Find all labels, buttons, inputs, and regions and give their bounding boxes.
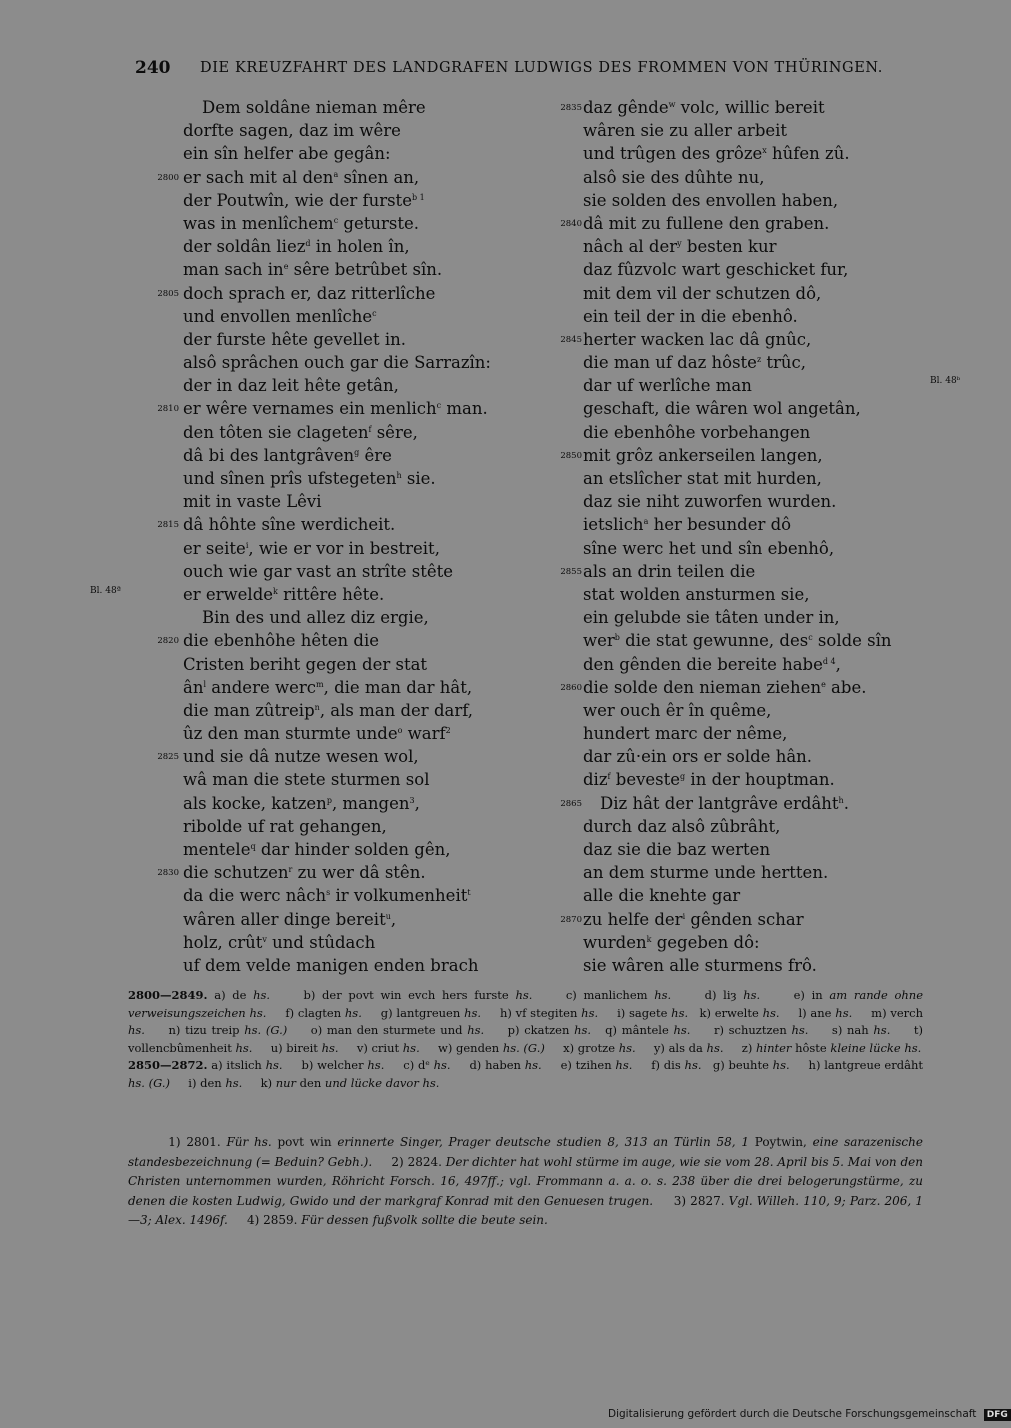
verse-text: holz, crût$^v$ und stûdach [183,932,376,952]
verse-line [145,328,535,351]
verse-text: wâren aller dinge bereit$^u$, [183,909,397,929]
verse-line [548,606,878,629]
verse-line [548,305,878,328]
folio-marker-left: Bl. 48ª [90,586,121,596]
verse-text: daz sie die baz werten [583,840,771,859]
line-number: 2850 [560,450,582,461]
verse-text: ein gelubde sie tâten under in, [583,608,840,628]
verse-text: daz fûzvolc wart geschicket fur, [583,260,849,280]
verse-text: der Poutwîn, wie der furste$^{b 1}$ [183,190,425,210]
verse-line [145,560,535,583]
verse-line [145,838,535,861]
verse-text: stat wolden ansturmen sie, [583,584,810,604]
verse-text: hundert marc der nême, [583,724,788,744]
verse-line [145,212,535,235]
verse-line [145,235,535,258]
verse-line [548,537,878,560]
verse-line [548,235,878,258]
verse-text: alsô sprâchen ouch gar die Sarrazîn: [183,353,491,373]
verse-line [548,954,878,977]
verse-text: dar uf werlîche man [583,376,752,396]
verse-line [548,838,878,861]
verse-text: ietslich$^a$ her besunder dô [583,515,792,535]
line-number: 2820 [157,636,179,647]
verse-text: der furste hête gevellet in. [183,329,406,349]
verse-text: herter wacken lac dâ gnûc, [583,329,812,349]
verse-line [548,189,878,212]
verse-text: die schutzen$^r$ zu wer dâ stên. [183,863,426,883]
footnotes-text: 1) 2801. Für hs. povt win erinnerte Singer, Prager deutsche studien 8, 313 an Türlin 58, 1 Poytwin, eine sarazenische standesbezeichnung (= Beduin? Gebh.). 2) 2824. Der dichter hat wohl stürme im auge, wie sie vom 28. April bis 5. Mai von den Christen unternommen wurden, Röhricht Forsch. 16, 497ff.; vgl. Frommann a. a. o. s. 238 über die drei belogerungstürme, zu denen die kosten Ludwig, Gwido und der markgraf Konrad mit den Genuesen trugen. 3) 2827. Vgl. Willeh. 110, 9; Parz. 206, 1—3; Alex. 1496f. 4) 2859. Für dessen fußvolk sollte die beute sein. [128,1135,924,1227]
verse-text: daz gênde$^w$ volc, willic bereit [583,98,825,117]
verse-text: alsô sie des dûhte nu, [583,167,765,187]
verse-text: die man uf daz hôste$^z$ trûc, [583,353,807,373]
verse-text: nâch al der$^y$ besten kur [583,237,777,257]
apparatus-block: 2850—2872. a) itslich hs. b) welcher hs. c) dᵉ hs. d) haben hs. e) tzihen hs. f) dis hs. g) beuhte hs. h) lantgreue erdâht hs. (G.) i) den hs. k) nur den und lücke davor hs. [128,1058,923,1090]
line-number: 2870 [560,914,582,925]
verse-column-right [548,96,892,977]
verse-text: wer ouch êr în quême, [583,700,772,720]
verse-text: dar zû·ein ors er solde hân. [583,747,813,767]
verse-text: und sînen prîs ufstegeten$^h$ sie. [183,469,436,488]
verse-text: und envollen menlîche$^c$ [183,306,377,326]
verse-text: wâren sie zu aller arbeit [583,121,788,141]
verse-text: Cristen beriht gegen der stat [183,654,428,674]
verse-text: wurden$^k$ gegeben dô: [583,932,760,952]
footer-credit [608,1408,1011,1421]
verse-line [145,142,535,165]
footer-text: Digitalisierung gefördert durch die Deutsche Forschungsgemeinschaft [608,1408,977,1420]
verse-text: wâ man die stete sturmen sol [183,770,430,790]
verse-line [548,96,878,119]
verse-text: wer$^b$ die stat gewunne, des$^c$ solde sîn [583,631,892,651]
verse-line [548,467,878,490]
line-number: 2810 [157,404,179,415]
verse-line [145,629,535,652]
verse-line [145,374,535,397]
verse-line [145,954,535,977]
verse-text: dâ bi des lantgrâven$^g$ êre [183,445,392,465]
verse-line [145,444,535,467]
verse-text: diz$^f$ beveste$^g$ in der houptman. [583,770,835,790]
verse-text: die ebenhôhe hêten die [183,631,380,651]
verse-line [145,537,535,560]
line-number: 2805 [157,288,179,299]
line-number: 2815 [157,520,179,531]
verse-text: geschaft, die wâren wol angetân, [583,399,861,419]
verse-line [548,351,878,374]
verse-line [145,884,535,907]
verse-text: doch sprach er, daz ritterlîche [183,283,436,303]
verse-text: den gênden die bereite habe$^{d 4}$, [583,654,841,674]
verse-text: dorfte sagen, daz im wêre [183,121,401,141]
verse-text: mit in vaste Lêvi [183,492,322,512]
verse-text: sie wâren alle sturmens frô. [583,955,817,975]
verse-line [145,467,535,490]
verse-line [548,745,878,768]
verse-line [145,258,535,281]
verse-text: daz sie niht zuworfen wurden. [583,492,837,512]
verse-text: die solde den nieman ziehen$^e$ abe. [583,677,867,697]
verse-text: er sach mit al den$^a$ sînen an, [183,167,420,187]
verse-column-left [145,96,535,977]
critical-apparatus [128,987,923,1092]
line-number: 2845 [560,334,582,345]
verse-text: an etslîcher stat mit hurden, [583,469,822,488]
verse-line [548,142,878,165]
verse-line [548,119,878,142]
verse-text: und trûgen des grôze$^x$ hûfen zû. [583,144,850,164]
line-number: 2855 [560,566,582,577]
verse-text: uf dem velde manigen enden brach [183,955,479,975]
verse-line [548,560,878,583]
verse-line [548,792,878,815]
verse-text: sîne werc het und sîn ebenhô, [583,538,835,558]
verse-text: ein teil der in die ebenhô. [583,306,798,326]
verse-line [548,328,878,351]
verse-line [548,374,878,397]
line-number: 2860 [560,682,582,693]
verse-text: er seite$^i$, wie er vor in bestreit, [183,538,440,558]
line-number: 2825 [157,752,179,763]
verse-line [145,722,535,745]
verse-line [145,792,535,815]
verse-line [548,931,878,954]
verse-line [548,166,878,189]
verse-text: mit dem vil der schutzen dô, [583,283,822,303]
line-number: 2800 [157,172,179,183]
footnotes [128,1133,923,1231]
line-number: 2840 [560,218,582,229]
verse-line [548,513,878,536]
verse-text: den tôten sie clageten$^f$ sêre, [183,422,418,442]
verse-text: dâ mit zu fullene den graben. [583,213,830,233]
dfg-logo: DFG [984,1409,1011,1421]
verse-text: er wêre vernames ein menlich$^c$ man. [183,399,488,419]
verse-line [145,861,535,884]
verse-line [548,908,878,931]
verse-line [548,884,878,907]
verse-text: man sach $in^e$ sêre betrûbet sîn. [183,260,443,280]
apparatus-block: 2800—2849. a) de hs. b) der povt win evch hers furste hs. c) manlichem hs. d) liȝ hs. e) in am rande ohne verweisungszeichen hs. f) clagten hs. g) lantgreuen hs. h) vf stegiten hs. i) sagete hs. k) erwelte hs. l) ane hs. m) verch hs. n) tizu treip hs. (G.) o) man den sturmete und hs. p) ckatzen hs. q) mântele hs. r) schuztzen hs. s) nah hs. t) vollencbûmenheit hs. u) bireit hs. v) criut hs. w) genden hs. (G.) x) grotze hs. y) als da hs. z) hinter hôste kleine lücke hs. [128,988,924,1055]
verse-line [548,699,878,722]
verse-text: ribolde uf rat gehangen, [183,816,387,836]
verse-line [145,119,535,142]
verse-line [145,606,535,629]
verse-text: $ân^l$ andere werc$^m$, die man dar hât, [183,677,473,697]
verse-line [548,676,878,699]
line-number: 2835 [560,103,582,113]
verse-text: an dem sturme unde hertten. [583,863,829,883]
verse-line [145,397,535,420]
verse-line [548,768,878,791]
verse-line [145,96,535,119]
verse-text: Diz hât der lantgrâve erdâht$^h$. [600,793,849,813]
verse-text: Dem soldâne nieman mêre [202,98,426,117]
verse-line [145,421,535,444]
verse-line [145,815,535,838]
verse-line [548,583,878,606]
verse-line [145,189,535,212]
verse-text: und sie dâ nutze wesen wol, [183,747,419,767]
verse-line [145,351,535,374]
verse-text: sie solden des envollen haben, [583,190,839,210]
verse-text: durch daz alsô zûbrâht, [583,816,781,836]
verse-line [145,305,535,328]
verse-text: mentele$^q$ dar hinder solden gên, [183,840,451,859]
verse-line [145,583,535,606]
verse-line [145,653,535,676]
verse-text: die ebenhôhe vorbehangen [583,422,811,442]
verse-line [548,629,892,652]
verse-text: Bin des und allez diz ergie, [202,608,429,628]
verse-text: da die werc nâch$^s$ ir volkumenheit$^t$ [183,886,471,906]
verse-text: alle die knehte gar [583,886,741,906]
verse-line [548,490,878,513]
verse-text: was in menlîchem$^c$ geturste. [183,213,420,233]
verse-line [548,282,878,305]
line-number: 2865 [560,798,582,809]
page-number: 240 [135,58,171,78]
verse-line [145,699,535,722]
verse-line [145,768,535,791]
verse-line [145,490,535,513]
verse-line [548,815,878,838]
verse-text: ouch wie gar vast an strîte stête [183,561,453,581]
running-title: DIE KREUZFAHRT DES LANDGRAFEN LUDWIGS DES FROMMEN VON THÜRINGEN. [200,60,883,76]
verse-text: die man zûtreip$^n$, als man der darf, [183,700,473,720]
line-number: 2830 [157,868,179,879]
verse-text: als kocke, katzen$^p$, mangen$^3$, [183,793,420,813]
verse-text: er erwelde$^k$ rittêre hête. [183,584,385,604]
verse-line [548,212,878,235]
verse-line [548,258,878,281]
verse-line [145,676,535,699]
verse-text: mit grôz ankerseilen langen, [583,445,823,465]
verse-text: als an drin teilen die [583,561,756,581]
verse-text: ein sîn helfer abe gegân: [183,144,391,164]
verse-line [145,745,535,768]
verse-text: dâ hôhte sîne werdicheit. [183,515,396,535]
folio-marker-right: Bl. 48ᵇ [930,376,961,386]
verse-line [548,653,878,676]
verse-line [548,861,878,884]
verse-text: zu helfe der$^i$ gênden schar [583,909,804,929]
verse-line [548,444,878,467]
verse-line [548,722,878,745]
verse-line [145,931,535,954]
verse-line [145,908,535,931]
verse-line [548,397,878,420]
verse-line [145,513,535,536]
verse-line [145,166,535,189]
verse-text: ûz den man sturmte unde$^o$ warf$^2$ [183,724,451,744]
verse-text: der in daz leit hête getân, [183,376,399,396]
verse-text: der soldân liez$^d$ in holen în, [183,237,410,257]
verse-line [548,421,878,444]
verse-line [145,282,535,305]
page-header [0,58,1000,84]
